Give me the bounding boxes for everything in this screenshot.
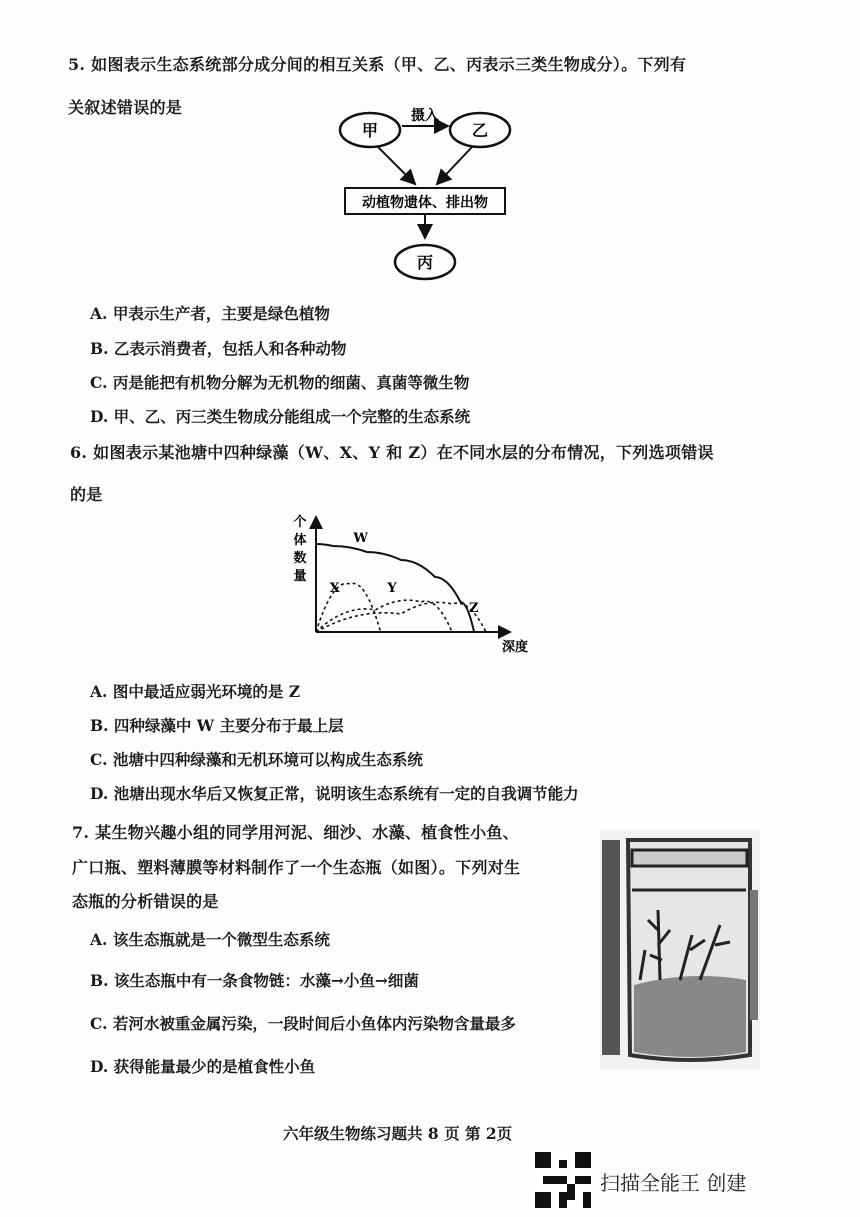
eco-bottle-photo (600, 830, 760, 1070)
q5-option-d: D. 甲、乙、丙三类生物成分能组成一个完整的生态系统 (90, 407, 471, 426)
y-axis-label-char: 量 (293, 569, 307, 584)
q7-option-b: B. 该生态瓶中有一条食物链：水藻→小鱼→细菌 (90, 971, 419, 990)
box-label: 动植物遗体、排出物 (362, 195, 488, 211)
arrow-jia-box (378, 147, 415, 184)
node-jia-label: 甲 (361, 121, 379, 140)
q6-option-c: C. 池塘中四种绿藻和无机环境可以构成生态系统 (90, 750, 423, 769)
series-line-y (316, 600, 452, 632)
y-axis-label-char: 体 (293, 533, 307, 548)
q6-option-d: D. 池塘出现水华后又恢复正常，说明该生态系统有一定的自我调节能力 (90, 784, 579, 803)
series-line-z (316, 602, 486, 632)
y-axis-label-char: 个 (293, 515, 307, 530)
page-footer: 六年级生物练习题共 8 页 第 2页 (283, 1124, 513, 1143)
qr-code-icon (535, 1152, 591, 1208)
series-label-y: Y (387, 581, 397, 596)
q5-stem-line2: 关叙述错误的是 (68, 98, 183, 117)
arrow-yi-box (437, 147, 472, 184)
q6-option-a: A. 图中最适应弱光环境的是 Z (90, 682, 301, 701)
q5-option-a: A. 甲表示生产者，主要是绿色植物 (90, 304, 330, 323)
q5-stem-line1: 5. 如图表示生态系统部分成分间的相互关系（甲、乙、丙表示三类生物成分）。下列有 (68, 55, 687, 74)
scanner-watermark: 扫描全能王 创建 (600, 1171, 747, 1195)
q6-stem-line1: 6. 如图表示某池塘中四种绿藻（W、X、Y 和 Z）在不同水层的分布情况，下列选项错误 (70, 443, 714, 462)
y-axis-label-char: 数 (293, 551, 307, 566)
series-label-x: X (329, 581, 340, 596)
series-label-w: W (353, 531, 369, 546)
series-label-z: Z (469, 601, 479, 616)
q5-option-c: C. 丙是能把有机物分解为无机物的细菌、真菌等微生物 (90, 373, 470, 392)
q5-diagram (330, 100, 530, 290)
q7-stem-line3: 态瓶的分析错误的是 (72, 892, 219, 911)
q6-chart (290, 512, 540, 657)
q6-option-b: B. 四种绿藻中 W 主要分布于最上层 (90, 716, 344, 735)
q7-option-d: D. 获得能量最少的是植食性小鱼 (90, 1057, 316, 1076)
node-bing-label: 丙 (416, 253, 434, 272)
q7-stem-line1: 7. 某生物兴趣小组的同学用河泥、细沙、水藻、植食性小鱼、 (72, 823, 519, 842)
q7-option-a: A. 该生态瓶就是一个微型生态系统 (90, 930, 330, 949)
q7-option-c: C. 若河水被重金属污染，一段时间后小鱼体内污染物含量最多 (90, 1014, 516, 1033)
q5-option-b: B. 乙表示消费者，包括人和各种动物 (90, 339, 347, 358)
q7-stem-line2: 广口瓶、塑料薄膜等材料制作了一个生态瓶（如图）。下列对生 (72, 858, 521, 877)
edge-label: 摄入 (411, 108, 439, 124)
q6-stem-line2: 的是 (70, 485, 103, 504)
node-yi-label: 乙 (471, 121, 489, 140)
x-axis-label: 深度 (502, 640, 529, 655)
y-axis-label (293, 514, 306, 584)
